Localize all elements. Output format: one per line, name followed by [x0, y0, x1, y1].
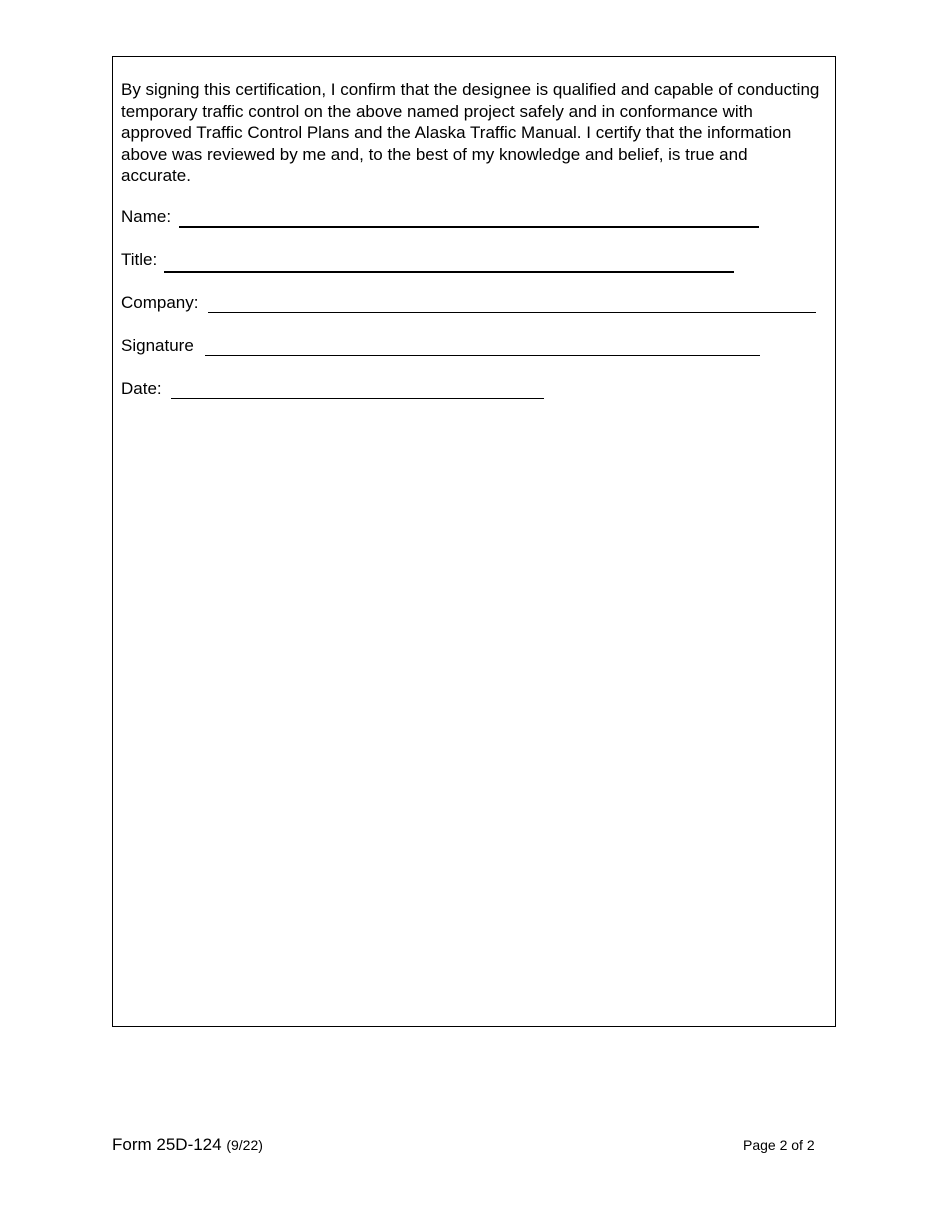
- company-field: [121, 293, 198, 313]
- page-number: Page 2 of 2: [743, 1137, 815, 1153]
- date-label: Date:: [121, 379, 162, 398]
- company-line[interactable]: [208, 312, 816, 313]
- name-line[interactable]: [179, 226, 759, 228]
- title-line[interactable]: [164, 271, 734, 273]
- date-field: [121, 379, 162, 399]
- form-number-text: Form 25D-124: [112, 1135, 222, 1154]
- certification-form-box: [112, 56, 836, 1027]
- form-number: [112, 1135, 263, 1155]
- company-label: Company:: [121, 293, 199, 312]
- title-label: Title:: [121, 250, 158, 269]
- title-field: [121, 250, 157, 270]
- signature-field: [121, 336, 194, 356]
- signature-label: Signature: [121, 336, 194, 355]
- signature-line[interactable]: [205, 355, 760, 356]
- name-label: Name:: [121, 207, 172, 226]
- certification-statement: By signing this certification, I confirm that the designee is qualified and capable of conducting temporary traffic control on the above named project safely and in conformance with approved Traffic Control Plans and the Alaska Traffic Manual. I certify that the information above was reviewed by me and, to the best of my knowledge and belief, is true and accurate.: [121, 80, 820, 186]
- name-field: [121, 207, 171, 227]
- date-line[interactable]: [171, 398, 544, 399]
- form-revision: (9/22): [226, 1137, 263, 1153]
